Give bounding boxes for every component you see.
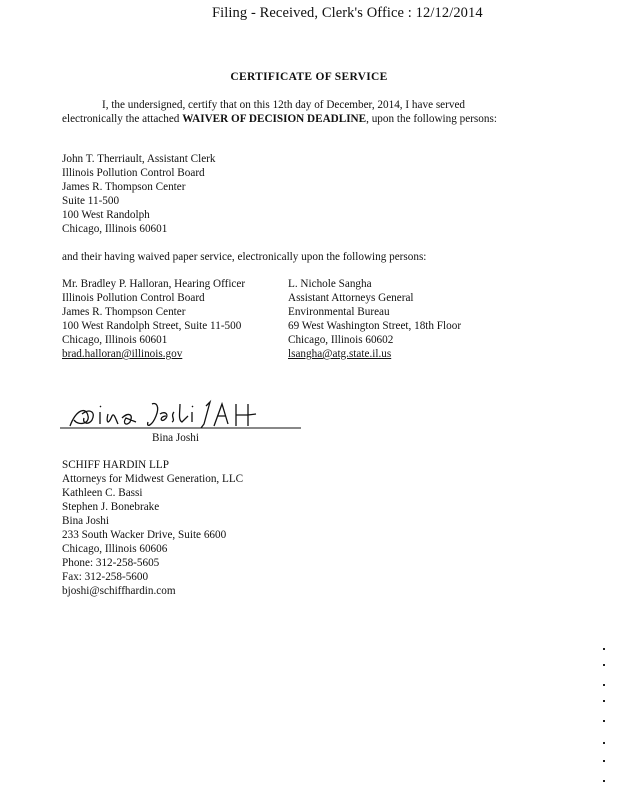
address-line: Chicago, Illinois 60601 (62, 334, 168, 346)
address-line: Mr. Bradley P. Halloran, Hearing Officer (62, 278, 246, 290)
signatory-name: Bina Joshi (152, 432, 199, 444)
firm-line: Fax: 312-258-5600 (62, 571, 149, 583)
paper-service-note: and their having waived paper service, electronically upon the following persons: (62, 251, 427, 263)
address-line: Chicago, Illinois 60602 (288, 334, 394, 346)
address-line: James R. Thompson Center (62, 306, 186, 318)
address-line: L. Nichole Sangha (288, 278, 372, 290)
clerk-line: Suite 11-500 (62, 195, 120, 207)
clerk-line: James R. Thompson Center (62, 181, 186, 193)
intro-text-1: I, the undersigned, certify that on this 12th day of December, 2014, I have served electronically the attached (62, 99, 466, 125)
scan-margin-marks (603, 640, 607, 790)
address-line: Illinois Pollution Control Board (62, 292, 205, 304)
document-name: WAIVER OF DECISION DEADLINE (182, 113, 367, 125)
firm-line: Chicago, Illinois 60606 (62, 543, 168, 555)
hearing-officer-address (62, 277, 245, 361)
clerk-line: 100 West Randolph (62, 209, 150, 221)
address-line: 100 West Randolph Street, Suite 11-500 (62, 320, 242, 332)
clerk-line: Chicago, Illinois 60601 (62, 223, 168, 235)
law-firm-block (62, 458, 243, 598)
email-link[interactable]: lsangha@atg.state.il.us (288, 348, 392, 360)
email-link[interactable]: brad.halloran@illinois.gov (62, 348, 183, 360)
attorney-general-address (288, 277, 461, 361)
document-title: CERTIFICATE OF SERVICE (230, 71, 388, 83)
clerk-line: John T. Therriault, Assistant Clerk (62, 153, 216, 165)
clerk-address-block (62, 152, 216, 236)
firm-line: SCHIFF HARDIN LLP (62, 459, 169, 471)
address-line: Assistant Attorneys General (288, 292, 414, 304)
firm-line: Stephen J. Bonebrake (62, 501, 160, 513)
firm-line: Kathleen C. Bassi (62, 487, 143, 499)
firm-line: 233 South Wacker Drive, Suite 6600 (62, 529, 227, 541)
certification-paragraph (62, 98, 502, 126)
address-line: Environmental Bureau (288, 306, 390, 318)
clerk-line: Illinois Pollution Control Board (62, 167, 205, 179)
firm-line: Attorneys for Midwest Generation, LLC (62, 473, 244, 485)
address-line: 69 West Washington Street, 18th Floor (288, 320, 462, 332)
filing-stamp-header: Filing - Received, Clerk's Office : 12/12/2014 (212, 5, 483, 21)
firm-line: Phone: 312-258-5605 (62, 557, 160, 569)
firm-line: Bina Joshi (62, 515, 109, 527)
firm-email: bjoshi@schiffhardin.com (62, 585, 176, 597)
intro-text-2: , upon the following persons: (366, 113, 497, 125)
